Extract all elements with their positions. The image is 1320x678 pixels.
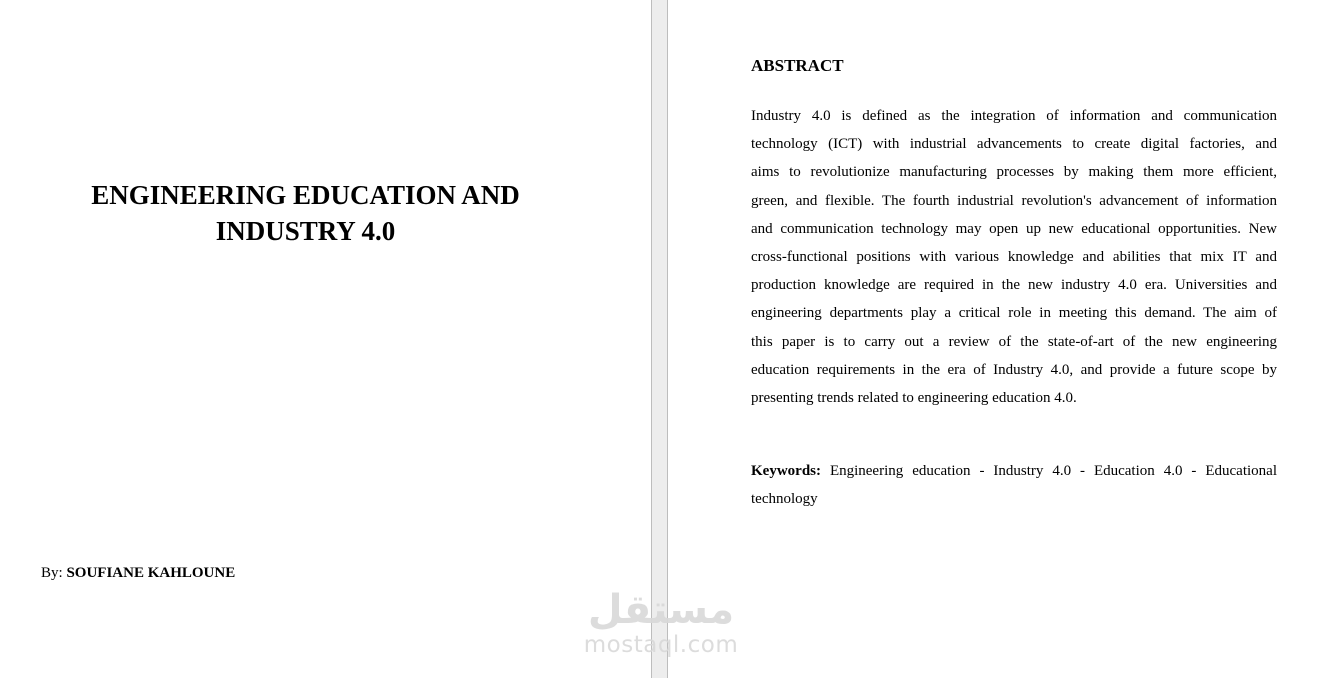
keywords-label: Keywords: <box>751 463 821 479</box>
abstract-paragraph <box>751 102 1277 412</box>
abstract-line: engineering departments play a critical role in meeting this demand. The aim of <box>751 305 1277 322</box>
keywords-line-2: technology <box>751 491 818 508</box>
abstract-line: cross-functional positions with various knowledge and abilities that mix IT and <box>751 249 1277 266</box>
keywords-values: Engineering education - Industry 4.0 - Education 4.0 - Educational <box>821 463 1277 479</box>
watermark-arabic-logo: مستقل <box>587 587 735 633</box>
abstract-line: technology (ICT) with industrial advancements to create digital factories, and <box>751 136 1277 153</box>
keywords-line-1 <box>751 457 1277 485</box>
author-byline <box>41 563 235 583</box>
watermark-domain: mostaql.com <box>583 632 739 658</box>
abstract-line: and communication technology may open up new educational opportunities. New <box>751 220 1277 237</box>
page-title-page <box>0 0 651 678</box>
abstract-line: presenting trends related to engineering education 4.0. <box>751 390 1077 407</box>
byline-prefix: By: <box>41 565 67 581</box>
abstract-line: education requirements in the era of Industry 4.0, and provide a future scope by <box>751 361 1277 378</box>
page-abstract <box>668 0 1320 678</box>
abstract-line: green, and flexible. The fourth industrial revolution's advancement of information <box>751 192 1277 209</box>
abstract-line: production knowledge are required in the new industry 4.0 era. Universities and <box>751 277 1277 294</box>
abstract-line: Industry 4.0 is defined as the integration of information and communication <box>751 108 1277 124</box>
document-title-line-2: INDUSTRY 4.0 <box>215 216 396 246</box>
abstract-heading: ABSTRACT <box>751 56 844 75</box>
document-title <box>0 177 611 249</box>
abstract-line: aims to revolutionize manufacturing processes by making them more efficient, <box>751 164 1277 181</box>
keywords-section <box>751 457 1277 513</box>
page-gutter-divider <box>651 0 668 678</box>
abstract-line: this paper is to carry out a review of the state-of-art of the new engineering <box>751 333 1277 350</box>
author-name: SOUFIANE KAHLOUNE <box>66 565 236 581</box>
document-title-line-1: ENGINEERING EDUCATION AND <box>91 180 520 210</box>
